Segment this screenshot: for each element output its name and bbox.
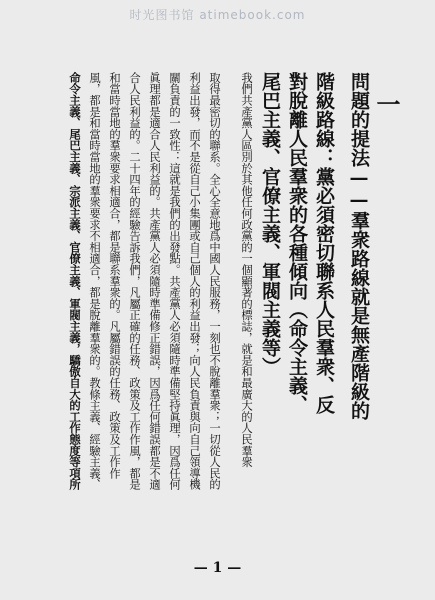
body-line: 命令主義、尾巴主義、宗派主義、官僚主義、軍閥主義，驕傲自大的工作態度等項所 xyxy=(68,72,82,491)
watermark-text: 时光图书馆 atimebook.com xyxy=(129,8,306,22)
heading-line: 對脫離人民羣衆的各種傾向（命令主義、 xyxy=(286,72,308,414)
body-line: 合人民利益的。二十四年的經驗告訴我們，凡屬正確的任務、政策及工作作風，都是 xyxy=(128,72,141,491)
section-number: 一 xyxy=(372,92,401,116)
body-line: 利益出發，而不是從自己小集團或自己個人的利益出發；向人民負責與向自己領導機 xyxy=(188,72,201,491)
heading-line: 問題的提法——羣衆路線就是無產階級的 xyxy=(348,72,370,420)
heading-line: 階級路線：黨必須密切聯系人民羣衆、反 xyxy=(313,72,335,414)
body-line: 關負責的一致性：這就是我們的出發點。共產黨人必須隨時準備堅持眞理，因爲任何 xyxy=(168,72,181,491)
heading-line: 尾巴主義、官僚主義、軍閥主義等） xyxy=(259,72,281,376)
body-line: 取得最密切的聯系。全心全意地爲中國人民服務，一刻也不脫離羣衆；一切從人民的 xyxy=(208,72,221,491)
body-line: 風，都是和當時當地的羣衆要求不相適合，都是脫離羣衆的。教條主義、經驗主義、 xyxy=(88,72,101,491)
body-line: 和當時當地的羣衆要求相適合，都是聯系羣衆的。凡屬錯誤的任務、政策及工作作 xyxy=(108,72,121,479)
body-line: 眞理都是適合人民利益的。共產黨人必須隨時準備修正錯誤，因爲任何錯誤都是不適 xyxy=(148,72,161,491)
body-line: 我們共產黨人區別於其他任何政黨的一個顯著的標誌，就是和最廣大的人民羣衆 xyxy=(240,72,253,468)
page-number: — 1 — xyxy=(193,560,242,576)
page-content xyxy=(45,72,400,562)
